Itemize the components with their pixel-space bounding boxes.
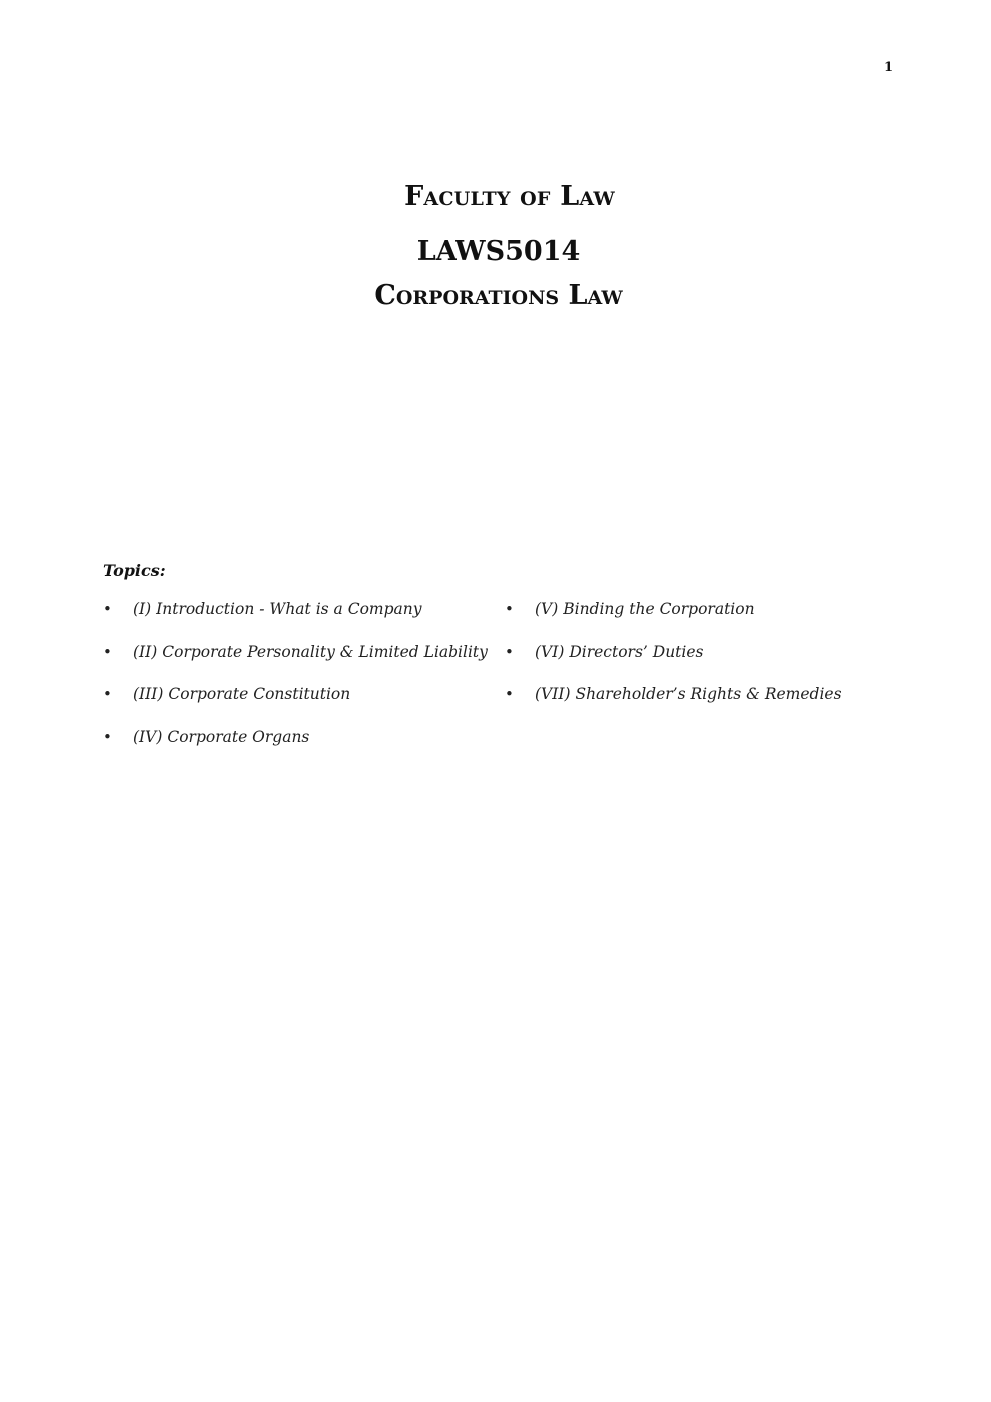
- topic-item: [505, 643, 885, 686]
- topic-item: [505, 685, 885, 728]
- course-code: LAWS5014: [416, 236, 581, 267]
- bullet-icon: •: [103, 642, 112, 661]
- topic-item: [103, 600, 483, 643]
- bullet-icon: •: [505, 685, 514, 703]
- topic-text: (VII) Shareholder’s Rights & Remedies: [535, 685, 842, 703]
- course-name: Corporations Law: [374, 280, 623, 311]
- topic-text: (IV) Corporate Organs: [133, 727, 310, 746]
- topics-list-left: [103, 600, 488, 770]
- topic-item: [103, 642, 488, 686]
- topics-label: Topics:: [103, 561, 166, 580]
- topic-item: [103, 685, 483, 728]
- topics-list-right: [505, 600, 885, 728]
- topic-text: (VI) Directors’ Duties: [535, 642, 704, 661]
- topic-item: [103, 728, 483, 771]
- topic-text: (II) Corporate Personality & Limited Liability: [133, 642, 488, 661]
- bullet-icon: •: [103, 727, 112, 746]
- topic-text: (V) Binding the Corporation: [535, 600, 755, 618]
- topic-text: (I) Introduction - What is a Company: [133, 600, 422, 618]
- topic-text: (III) Corporate Constitution: [133, 685, 351, 703]
- topic-item: [505, 600, 885, 643]
- bullet-icon: •: [505, 642, 514, 661]
- page-number: 1: [884, 60, 894, 75]
- bullet-icon: •: [103, 685, 112, 703]
- bullet-icon: •: [103, 600, 112, 618]
- bullet-icon: •: [505, 600, 514, 618]
- faculty-title: Faculty of Law: [404, 181, 615, 212]
